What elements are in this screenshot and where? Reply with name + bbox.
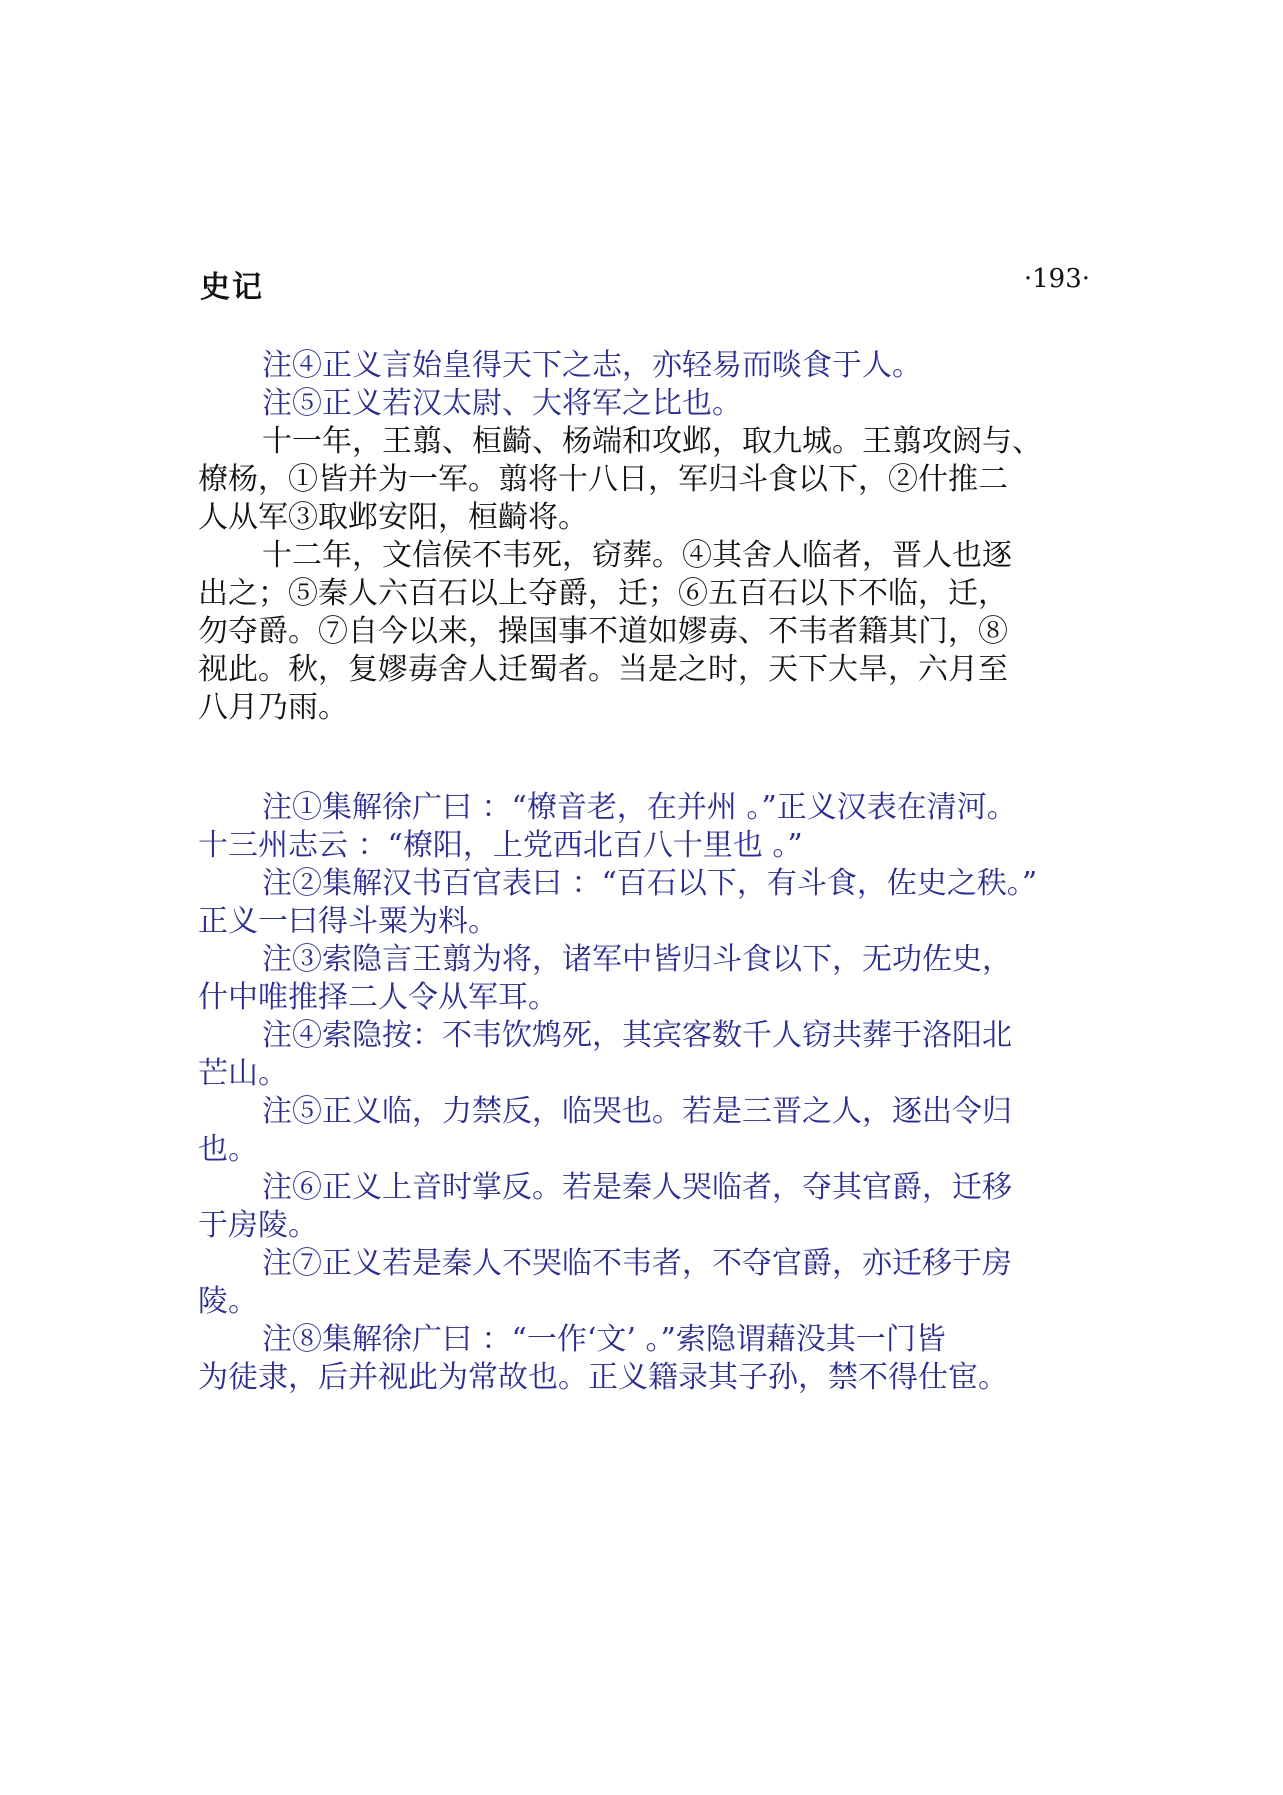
main-text-paragraph: 十二年，文信侯不韦死，窃葬。④其舍人临者，晋人也逐 出之；⑤秦人六百石以上夺爵，迁；⑥五百石以下不临，迁， 勿夺爵。⑦自今以来，操国事不道如嫪毐、不韦者籍其门，⑧ 视此。秋，复嫪毐舍人迁蜀者。当是之时，天下大旱，六月至 八月乃雨。 [198, 538, 1012, 725]
note-paragraph: 注⑤正义临，力禁反，临哭也。若是三晋之人，逐出令归 也。 [198, 1094, 1012, 1167]
book-title: 史记 [200, 270, 264, 305]
note-paragraph: 注⑧集解徐广曰 ：“一作‘文’ 。”索隐谓藉没其一门皆 为徒隶，后并视此为常故也。正义籍录其子孙，禁不得仕宦。 [198, 1322, 1008, 1395]
note-paragraph: 注⑦正义若是秦人不哭临不韦者，不夺官爵，亦迁移于房 陵。 [198, 1246, 1012, 1319]
note-paragraph: 注⑤正义若汉太尉、大将军之比也。 [262, 386, 742, 421]
section-spacer [198, 727, 1098, 789]
note-paragraph: 注④正义言始皇得天下之志，亦轻易而啖食于人。 [262, 348, 922, 383]
main-text-paragraph: 十一年，王翦、桓齮、杨端和攻邺，取九城。王翦攻阏与、 橑杨，①皆并为一军。翦将十八日，军归斗食以下，②什推二 人从军③取邺安阳，桓齮将。 [198, 424, 1042, 535]
note-paragraph: 注④索隐按：不韦饮鸩死，其宾客数千人窃共葬于洛阳北 芒山。 [198, 1018, 1012, 1091]
note-paragraph: 注⑥正义上音时掌反。若是秦人哭临者，夺其官爵，迁移 于房陵。 [198, 1170, 1012, 1243]
note-paragraph: 注②集解汉书百官表曰 ：“百石以下，有斗食，佐史之秩。” 正义一曰得斗粟为料。 [198, 866, 1038, 939]
note-paragraph: 注①集解徐广曰 ：“橑音老，在并州 。”正义汉表在清河。 十三州志云 ：“橑阳，上党西北百八十里也 。” [198, 790, 1017, 863]
page-number: ·193· [1023, 264, 1090, 294]
note-paragraph: 注③索隐言王翦为将，诸军中皆归斗食以下，无功佐史， 什中唯推择二人令从军耳。 [198, 942, 1012, 1015]
page-body [198, 347, 1098, 1397]
page-header [200, 262, 1090, 312]
